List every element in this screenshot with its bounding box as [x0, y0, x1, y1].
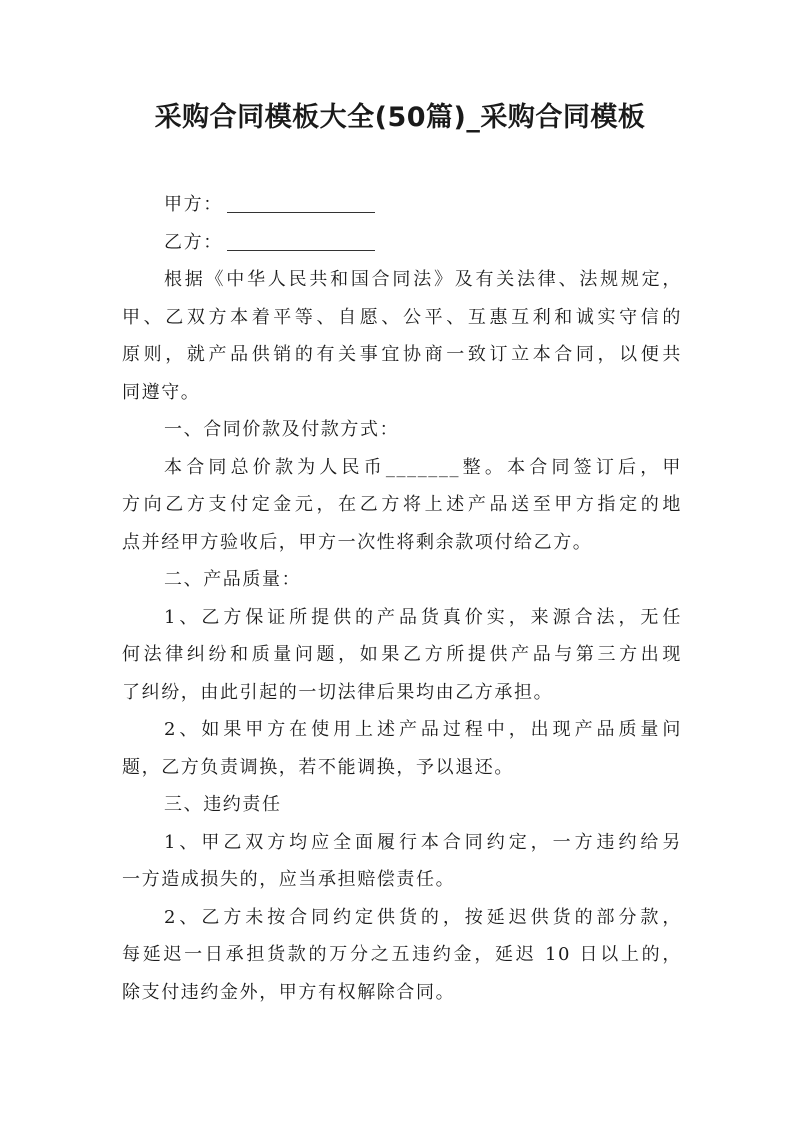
- party-b-line: [122, 224, 682, 262]
- paragraph-line: 每延迟一日承担货款的万分之五违约金，延迟 10 日以上的，: [122, 944, 682, 965]
- section-heading: 三、违约责任: [164, 794, 282, 815]
- paragraph-line: 除支付违约金外，甲方有权解除合同。: [122, 981, 456, 1003]
- party-b-label: 乙方：: [164, 231, 223, 253]
- contract-body: [122, 186, 682, 1011]
- paragraph-line: 根据《中华人民共和国合同法》及有关法律、法规规定，: [164, 269, 682, 290]
- party-a-blank: [227, 211, 375, 213]
- paragraph-line: 方向乙方支付定金元，在乙方将上述产品送至甲方指定的地: [122, 494, 682, 515]
- party-a-line: [122, 186, 682, 224]
- party-b-blank: [227, 249, 375, 251]
- paragraph-line: 原则，就产品供销的有关事宜协商一致订立本合同，以便共: [122, 344, 682, 365]
- paragraph-line: 了纠纷，由此引起的一切法律后果均由乙方承担。: [122, 681, 554, 703]
- section-heading: 一、合同价款及付款方式：: [164, 419, 400, 440]
- paragraph-line: 1、乙方保证所提供的产品货真价实，来源合法，无任: [164, 606, 682, 628]
- paragraph-line: 一方造成损失的，应当承担赔偿责任。: [122, 869, 456, 890]
- paragraph-line: 本合同总价款为人民币_______整。本合同签订后，甲: [164, 456, 682, 478]
- paragraph-line: 同遵守。: [122, 381, 201, 403]
- paragraph-line: 题，乙方负责调换，若不能调换，予以退还。: [122, 756, 514, 778]
- paragraph-line: 点并经甲方验收后，甲方一次性将剩余款项付给乙方。: [122, 531, 593, 553]
- paragraph-line: 1、甲乙双方均应全面履行本合同约定，一方违约给另: [164, 831, 682, 853]
- section-heading: 二、产品质量：: [164, 569, 302, 590]
- paragraph-line: 何法律纠纷和质量问题，如果乙方所提供产品与第三方出现: [122, 644, 682, 665]
- paragraph-line: 甲、乙双方本着平等、自愿、公平、互惠互利和诚实守信的: [122, 306, 682, 328]
- document-title: 采购合同模板大全(50篇)_采购合同模板: [154, 102, 646, 133]
- party-a-label: 甲方：: [164, 194, 223, 215]
- paragraph-line: 2、乙方未按合同约定供货的，按延迟供货的部分款，: [164, 906, 682, 928]
- paragraph-line: 2、如果甲方在使用上述产品过程中，出现产品质量问: [164, 719, 682, 740]
